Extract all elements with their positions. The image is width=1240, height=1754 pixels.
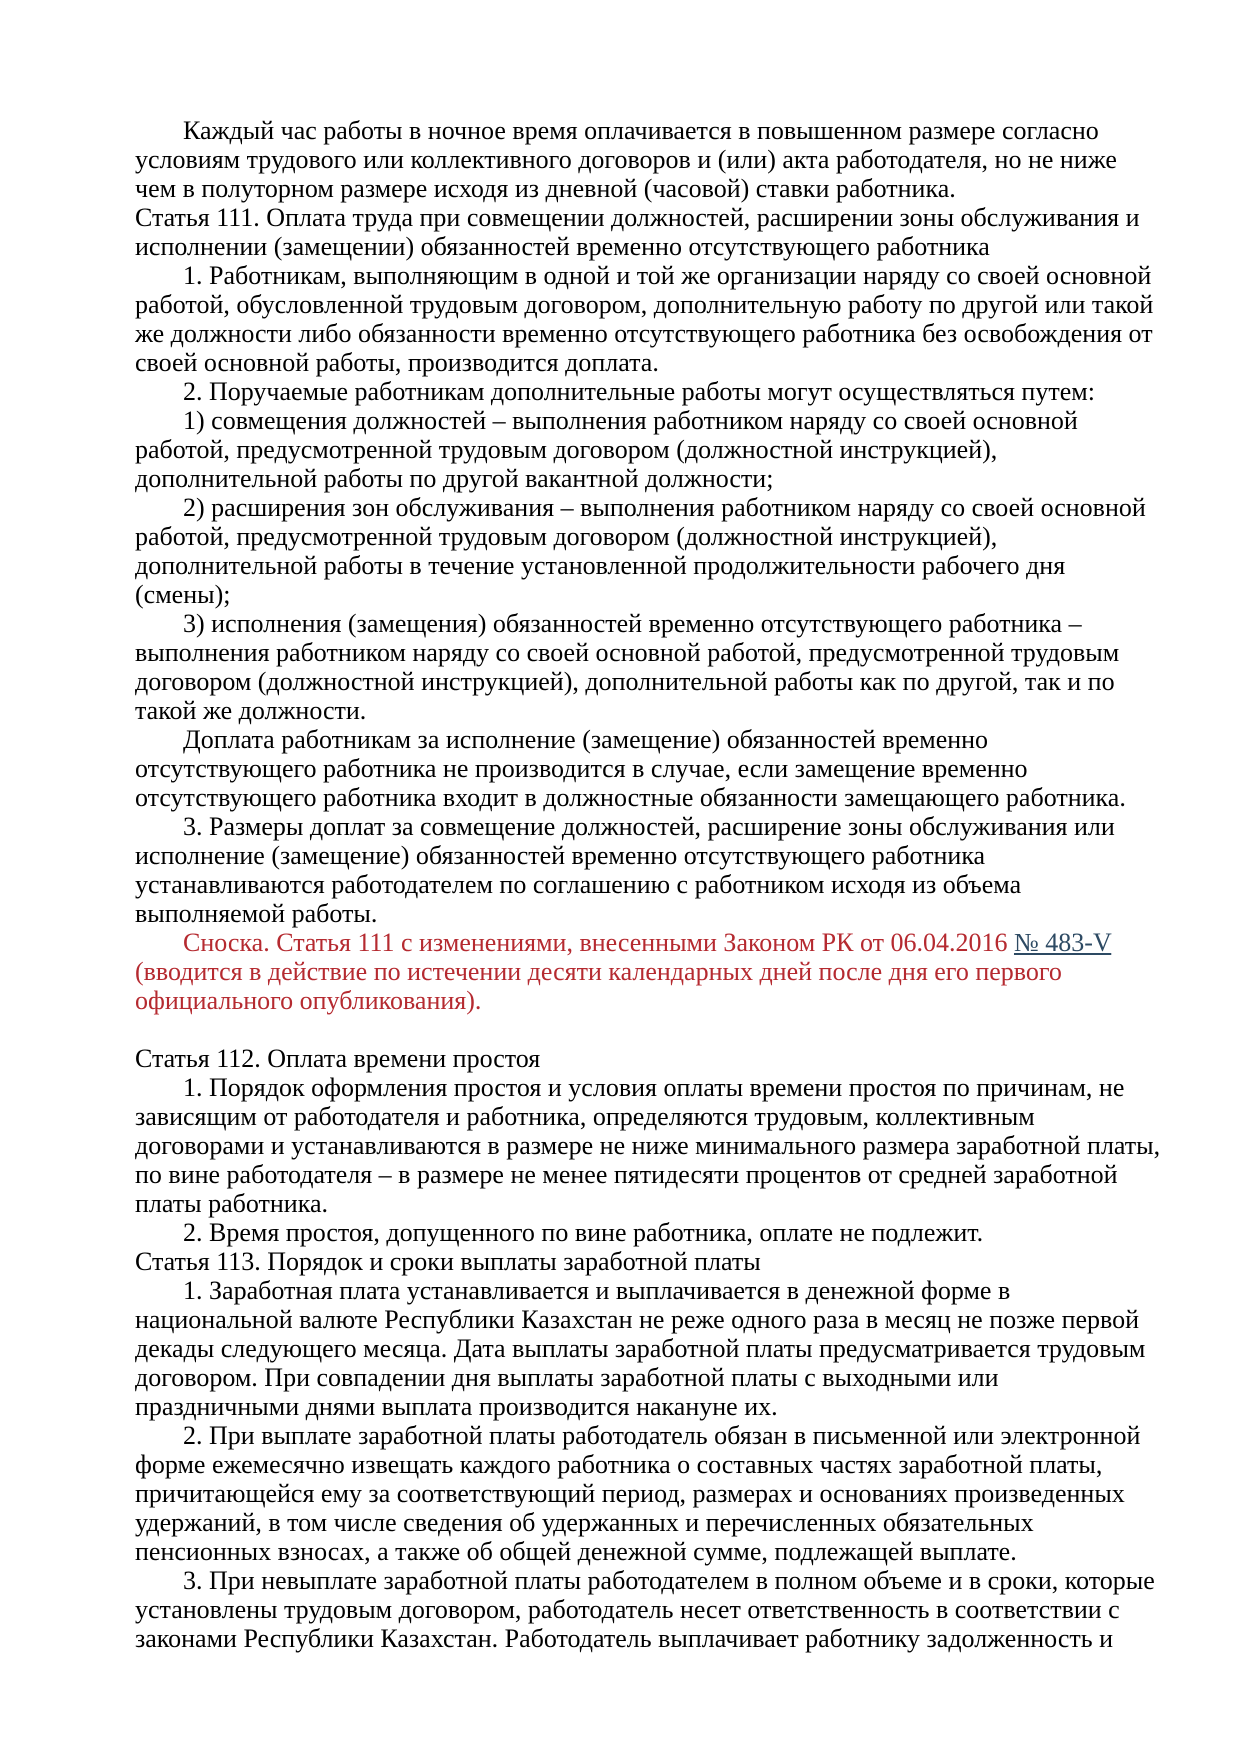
article-111-supplement-note: Доплата работникам за исполнение (замещение) обязанностей временно отсутствующего работника не производится в случае, если замещение временно отсутствующего работника входит в должностные обязанности замещающего работника.: [135, 725, 1126, 812]
article-113-point-2: 2. При выплате заработной платы работодатель обязан в письменной или электронной форме ежемесячно извещать каждого работника о составных частях заработной платы, причитающейся ему за соответствующий период, размерах и основаниях произведенных удержаний, в том числе сведения об удержанных и перечисленных обязательных пенсионных взносах, а также об общей денежной сумме, подлежащей выплате.: [135, 1421, 1141, 1566]
article-111-point-2-sub-3: 3) исполнения (замещения) обязанностей временно отсутствующего работника – выполнения работником наряду со своей основной работой, предусмотренной трудовым договором (должностной инструкцией), дополнительной работы как по другой, так и по такой же должности.: [135, 609, 1120, 725]
article-111-point-2: 2. Поручаемые работникам дополнительные работы могут осуществляться путем:: [183, 377, 1095, 406]
law-483-v-link[interactable]: № 483-V: [1013, 928, 1112, 957]
article-113-heading: Статья 113. Порядок и сроки выплаты заработной платы: [135, 1247, 761, 1276]
paragraph-night-work-pay: Каждый час работы в ночное время оплачивается в повышенном размере согласно условиям трудового или коллективного договоров и (или) акта работодателя, но не ниже чем в полуторном размере исходя из дневной (часовой) ставки работника.: [135, 116, 1117, 203]
article-111-heading: Статья 111. Оплата труда при совмещении должностей, расширении зоны обслуживания и исполнении (замещении) обязанностей временно отсутствующего работника: [135, 203, 1140, 261]
article-113-point-1: 1. Заработная плата устанавливается и выплачивается в денежной форме в национальной валюте Республики Казахстан не реже одного раза в месяц не позже первой декады следующего месяца. Дата выплаты заработной платы предусматривается трудовым договором. При совпадении дня выплаты заработной платы с выходными или праздничными днями выплата производится накануне их.: [135, 1276, 1146, 1421]
article-112-point-1: 1. Порядок оформления простоя и условия оплаты времени простоя по причинам, не зависящим от работодателя и работника, определяются трудовым, коллективным договорами и устанавливаются в размере не ниже минимального размера заработной платы, по вине работодателя – в размере не менее пятидесяти процентов от средней заработной платы работника.: [135, 1073, 1161, 1218]
article-111-footnote: [135, 928, 1162, 1015]
article-112-heading: Статья 112. Оплата времени простоя: [135, 1044, 541, 1073]
article-111-point-3: 3. Размеры доплат за совмещение должностей, расширение зоны обслуживания или исполнение (замещение) обязанностей временно отсутствующего работника устанавливаются работодателем по соглашению с работником исходя из объема выполняемой работы.: [135, 812, 1115, 928]
footnote-text-before-link: Сноска. Статья 111 с изменениями, внесенными Законом РК от 06.04.2016: [183, 928, 1014, 957]
footnote-text-after-link: (вводится в действие по истечении десяти календарных дней после дня его первого официального опубликования).: [135, 957, 1062, 1015]
article-111-point-2-sub-1: 1) совмещения должностей – выполнения работником наряду со своей основной работой, предусмотренной трудовым договором (должностной инструкцией), дополнительной работы по другой вакантной должности;: [135, 406, 1078, 493]
article-111-point-2-sub-2: 2) расширения зон обслуживания – выполнения работником наряду со своей основной работой, предусмотренной трудовым договором (должностной инструкцией), дополнительной работы в течение установленной продолжительности рабочего дня (смены);: [135, 493, 1146, 609]
article-112-point-2: 2. Время простоя, допущенного по вине работника, оплате не подлежит.: [183, 1218, 984, 1247]
article-113-point-3: 3. При невыплате заработной платы работодателем в полном объеме и в сроки, которые установлены трудовым договором, работодатель несет ответственность в соответствии с законами Республики Казахстан. Работодатель выплачивает работнику задолженность и: [135, 1566, 1155, 1653]
article-111-point-1: 1. Работникам, выполняющим в одной и той же организации наряду со своей основной работой, обусловленной трудовым договором, дополнительную работу по другой или такой же должности либо обязанности временно отсутствующего работника без освобождения от своей основной работы, производится доплата.: [135, 261, 1154, 377]
